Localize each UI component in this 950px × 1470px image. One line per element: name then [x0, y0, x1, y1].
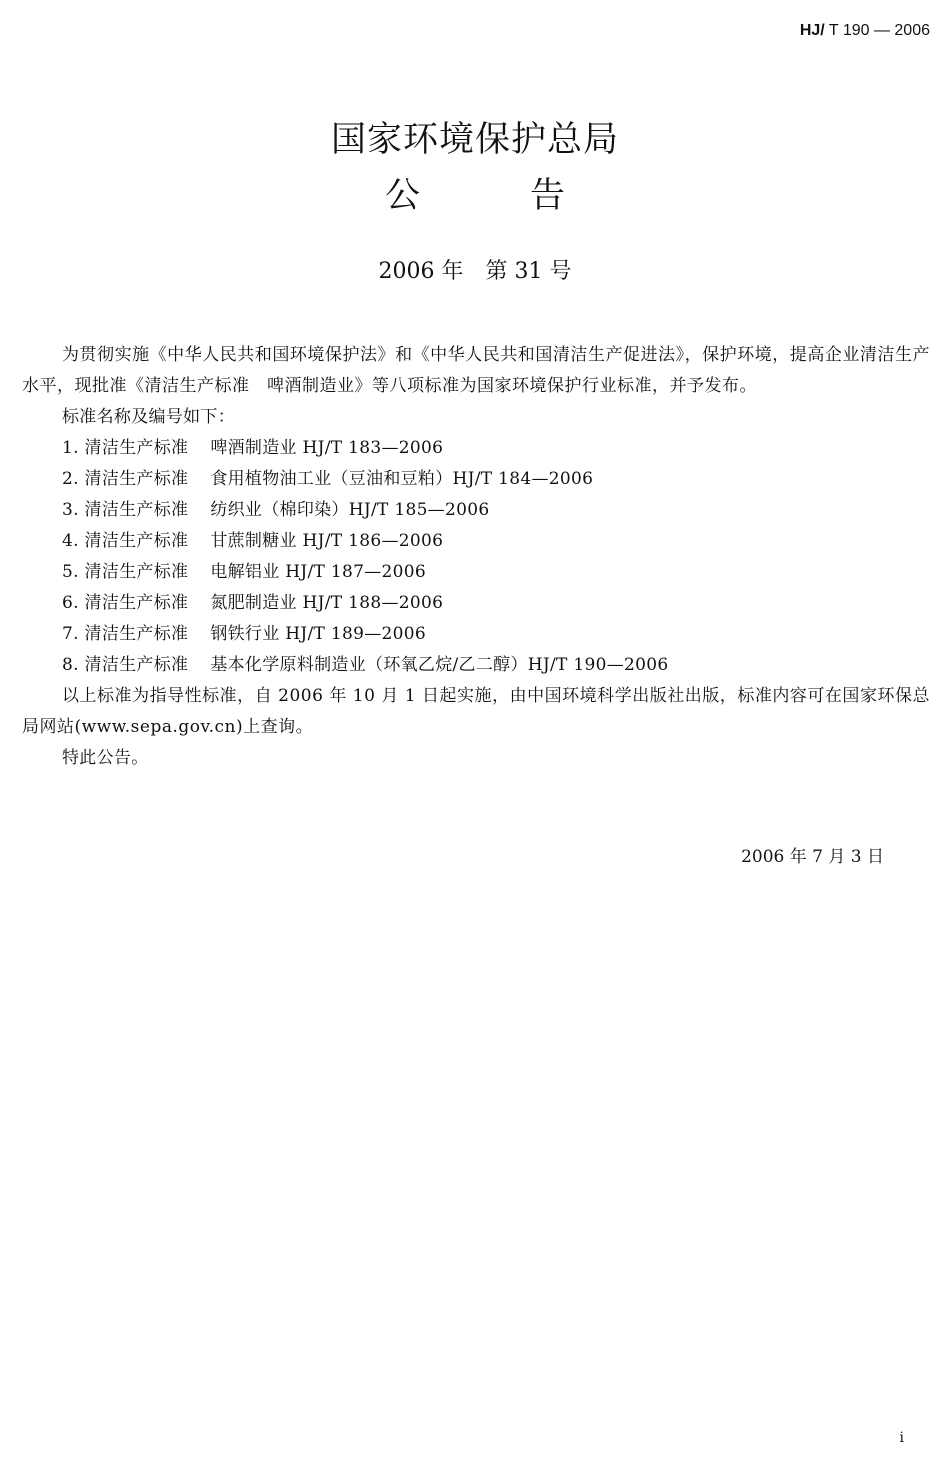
list-item-prefix: 8. 清洁生产标准	[62, 655, 189, 675]
notice-title	[0, 168, 950, 218]
standard-code-number: T 190 — 2006	[824, 22, 930, 39]
list-item-prefix: 5. 清洁生产标准	[62, 562, 189, 582]
list-item-prefix: 6. 清洁生产标准	[62, 593, 189, 613]
list-item-name: 氮肥制造业 HJ/T 188—2006	[210, 593, 444, 613]
effective-paragraph: 以上标准为指导性标准，自 2006 年 10 月 1 日起实施，由中国环境科学出版社出版，标准内容可在国家环保总局网站(www.sepa.gov.cn)上查询。	[22, 686, 930, 737]
list-item	[22, 588, 930, 619]
notice-title-right: 告	[530, 176, 566, 216]
issue-number: 2006 年 第 31 号	[378, 259, 572, 284]
notice-title-left: 公	[384, 176, 420, 216]
list-item	[22, 619, 930, 650]
list-item	[22, 557, 930, 588]
list-item-prefix: 3. 清洁生产标准	[62, 500, 189, 520]
standard-code-prefix: HJ/	[799, 22, 825, 39]
signature-date: 2006 年 7 月 3 日	[741, 847, 884, 867]
intro-paragraph: 为贯彻实施《中华人民共和国环境保护法》和《中华人民共和国清洁生产促进法》，保护环境，提高企业清洁生产水平，现批准《清洁生产标准 啤酒制造业》等八项标准为国家环境保护行业标准，并予发布。	[22, 345, 930, 396]
organization-title: 国家环境保护总局	[330, 120, 619, 160]
list-item	[22, 650, 930, 681]
list-item-name: 钢铁行业 HJ/T 189—2006	[210, 624, 426, 644]
list-item	[22, 526, 930, 557]
list-item-name: 基本化学原料制造业（环氧乙烷/乙二醇）HJ/T 190—2006	[210, 655, 669, 675]
list-item-name: 电解铝业 HJ/T 187—2006	[210, 562, 426, 582]
list-item	[22, 433, 930, 464]
list-item-prefix: 2. 清洁生产标准	[62, 469, 189, 489]
list-heading: 标准名称及编号如下：	[62, 407, 235, 427]
closing-line: 特此公告。	[62, 748, 149, 768]
list-item-prefix: 1. 清洁生产标准	[62, 438, 189, 458]
list-item	[22, 464, 930, 495]
list-item-name: 食用植物油工业（豆油和豆粕）HJ/T 184—2006	[210, 469, 594, 489]
list-item-name: 纺织业（棉印染）HJ/T 185—2006	[210, 500, 490, 520]
list-item-name: 啤酒制造业 HJ/T 183—2006	[210, 438, 444, 458]
list-item-prefix: 7. 清洁生产标准	[62, 624, 189, 644]
list-item-prefix: 4. 清洁生产标准	[62, 531, 189, 551]
list-item	[22, 495, 930, 526]
standard-code	[800, 22, 930, 40]
list-item-name: 甘蔗制糖业 HJ/T 186—2006	[210, 531, 444, 551]
notice-body	[22, 340, 930, 774]
page-number: i	[899, 1430, 904, 1446]
